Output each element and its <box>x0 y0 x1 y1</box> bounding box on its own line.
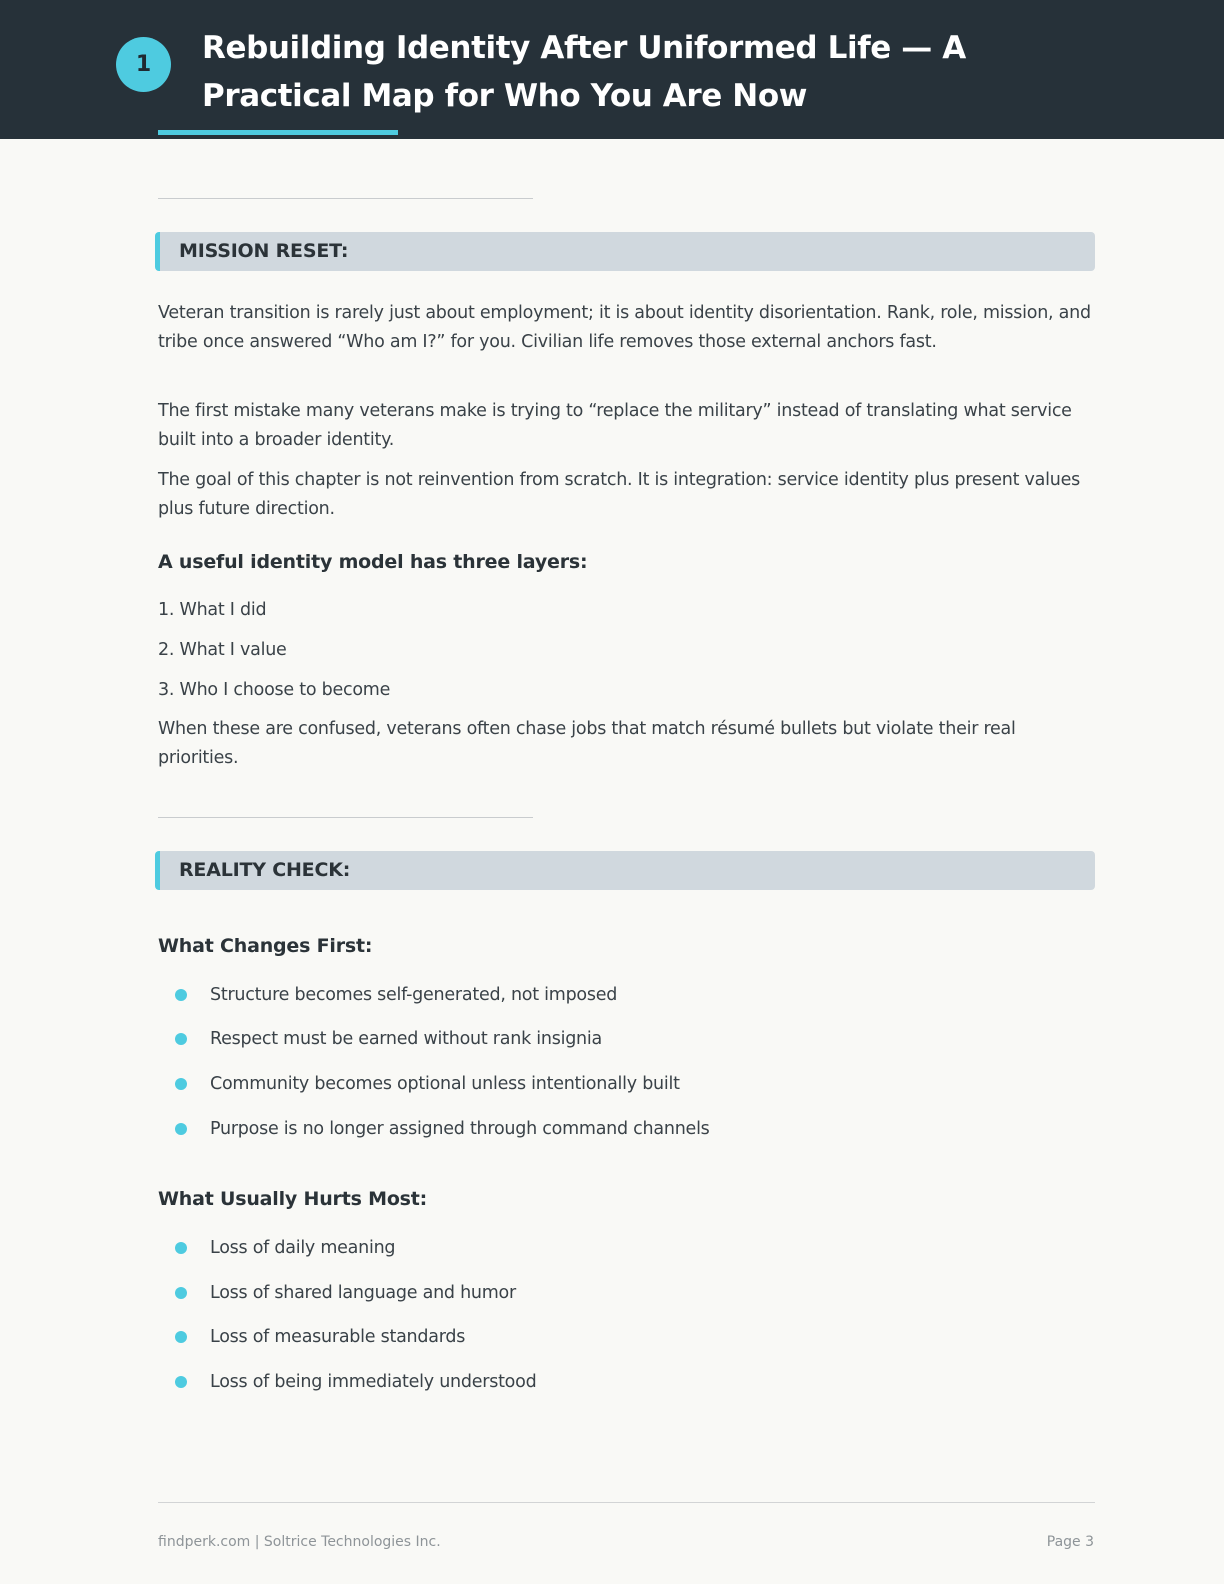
section-divider <box>158 198 533 199</box>
bullet-dot-icon <box>175 1078 187 1090</box>
footer-divider <box>158 1502 1095 1503</box>
list-item-text: Community becomes optional unless intentionally built <box>210 1074 680 1094</box>
what-changes-heading: What Changes First: <box>158 935 373 957</box>
numbered-item: 1. What I did <box>158 600 267 620</box>
identity-model-heading: A useful identity model has three layers: <box>158 551 588 573</box>
list-item-text: Respect must be earned without rank insignia <box>210 1029 602 1049</box>
section-heading-label: REALITY CHECK: <box>179 859 351 881</box>
section-heading-reality-check <box>155 851 1095 890</box>
list-item <box>158 1279 1058 1307</box>
list-item <box>158 981 1058 1009</box>
list-item <box>158 1323 1058 1351</box>
list-item-text: Loss of measurable standards <box>210 1327 466 1347</box>
footer-credit: findperk.com | Soltrice Technologies Inc. <box>158 1534 441 1550</box>
paragraph: Veteran transition is rarely just about employment; it is about identity disorientation. Rank, role, mission, and tribe once answered “Who am I?” for you. Civilian life removes those external anchors fast. <box>158 303 1091 352</box>
list-item-text: Purpose is no longer assigned through command channels <box>210 1119 710 1139</box>
title-accent-underline <box>158 130 398 135</box>
bullet-dot-icon <box>175 989 187 1001</box>
page-number: Page 3 <box>1046 1534 1094 1550</box>
chapter-title: Rebuilding Identity After Uniformed Life — A Practical Map for Who You Are Now <box>202 30 966 114</box>
bullet-dot-icon <box>175 1331 187 1343</box>
section-divider <box>158 817 533 818</box>
bullet-dot-icon <box>175 1287 187 1299</box>
numbered-item: 2. What I value <box>158 640 287 660</box>
what-hurts-heading: What Usually Hurts Most: <box>158 1188 428 1210</box>
paragraph: The first mistake many veterans make is trying to “replace the military” instead of translating what service built into a broader identity. <box>158 401 1072 450</box>
section-heading-mission-reset <box>155 232 1095 271</box>
list-item <box>158 1115 1058 1143</box>
list-item <box>158 1070 1058 1098</box>
paragraph: The goal of this chapter is not reinvention from scratch. It is integration: service identity plus present values plus future direction. <box>158 470 1080 519</box>
numbered-item: 3. Who I choose to become <box>158 680 391 700</box>
section-heading-label: MISSION RESET: <box>179 240 349 262</box>
chapter-number-badge: 1 <box>116 37 171 92</box>
bullet-dot-icon <box>175 1242 187 1254</box>
bullet-dot-icon <box>175 1123 187 1135</box>
bullet-dot-icon <box>175 1033 187 1045</box>
list-item-text: Loss of shared language and humor <box>210 1283 516 1303</box>
list-item <box>158 1025 1058 1053</box>
paragraph: When these are confused, veterans often chase jobs that match résumé bullets but violate their real priorities. <box>158 719 1016 768</box>
bullet-dot-icon <box>175 1376 187 1388</box>
list-item <box>158 1234 1058 1262</box>
list-item-text: Loss of being immediately understood <box>210 1372 537 1392</box>
list-item-text: Structure becomes self-generated, not imposed <box>210 985 618 1005</box>
chapter-header <box>0 0 1224 139</box>
list-item-text: Loss of daily meaning <box>210 1238 396 1258</box>
list-item <box>158 1368 1058 1396</box>
